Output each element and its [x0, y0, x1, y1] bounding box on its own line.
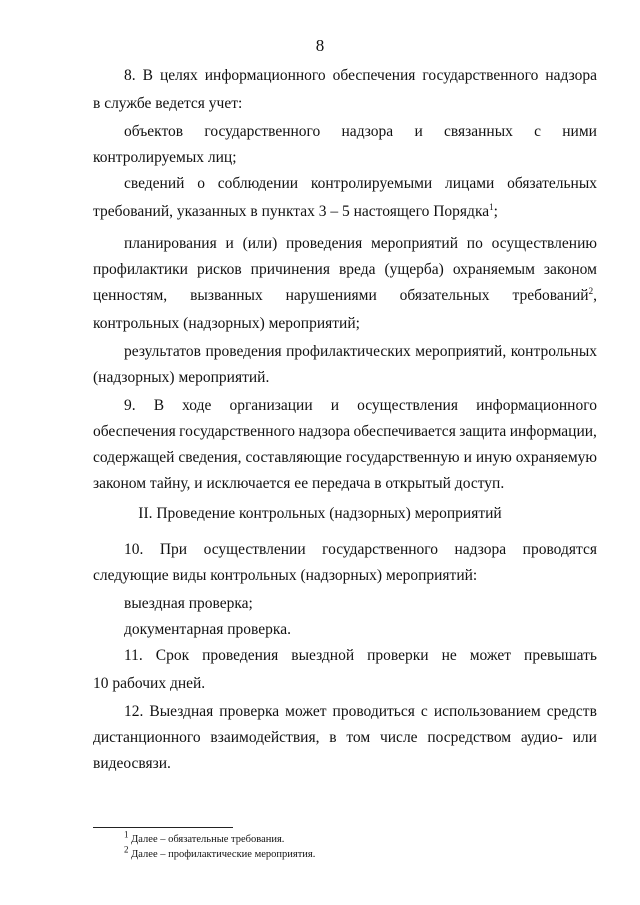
page-number: 8: [315, 36, 325, 55]
footnote-1: [124, 829, 285, 847]
word: [182, 396, 211, 416]
word: [434, 702, 541, 722]
word: [331, 396, 339, 416]
word-text: использованием: [433, 703, 541, 720]
word-text: и: [414, 123, 423, 140]
word: [444, 122, 513, 142]
word: [205, 66, 326, 86]
word: [354, 422, 456, 442]
word: [346, 448, 460, 468]
word: [516, 448, 597, 468]
word: [380, 728, 418, 748]
word-text: проверки: [367, 647, 429, 664]
footnote-separator: [93, 827, 233, 828]
word: [339, 260, 376, 280]
word-text: (ущерба): [384, 261, 444, 278]
paragraph-12-line-1: [124, 702, 597, 722]
paragraph-12-line-3: видеосвязи.: [93, 755, 171, 772]
word: [143, 66, 153, 86]
word-text: информации,: [509, 423, 597, 440]
word: [455, 540, 507, 560]
list-item-field-inspection: выездная проверка;: [124, 595, 253, 612]
word-text: 12.: [124, 703, 144, 720]
word: [93, 728, 201, 748]
word: [311, 174, 432, 194]
word: [210, 728, 319, 748]
word-text: обязательных: [399, 287, 490, 304]
word-text: соблюдении: [217, 175, 299, 192]
word-text: В: [142, 67, 153, 84]
word-text: Выездная: [149, 703, 214, 720]
word: [124, 702, 143, 722]
footnote-ref-1: 1: [489, 201, 494, 212]
word-text: охраняемую: [515, 449, 597, 466]
word: [197, 174, 205, 194]
item-compliance-line-1: [124, 174, 597, 194]
word: [298, 422, 350, 442]
word-text: вреда: [338, 261, 376, 278]
word: [422, 66, 538, 86]
word: [218, 174, 298, 194]
word-text: охраняемым: [452, 261, 535, 278]
word: [229, 396, 312, 416]
item-objects-line-1: [124, 122, 597, 142]
word: [511, 342, 597, 362]
word-text: выездной: [291, 647, 355, 664]
word: [160, 540, 187, 560]
footnote-2: [124, 844, 316, 862]
item-planning-line-4: контрольных (надзорных) мероприятий;: [93, 315, 360, 332]
word-text: мероприятий,: [415, 343, 507, 360]
word-text: (или): [242, 235, 278, 252]
word-text: контрольных: [510, 343, 597, 360]
word: [445, 174, 494, 194]
item-results-line-1: [124, 342, 597, 362]
word-text: осуществлении: [203, 541, 306, 558]
word: [154, 396, 164, 416]
word-text: лицами: [445, 175, 495, 192]
word: [197, 260, 242, 280]
word: [371, 234, 458, 254]
word-text: том: [346, 729, 371, 746]
word: [544, 260, 597, 280]
word-text: о: [197, 175, 205, 192]
word: [179, 422, 295, 442]
word-text: обеспечения: [332, 67, 416, 84]
word-text: надзора: [298, 423, 351, 440]
word: [427, 728, 511, 748]
word: [524, 646, 597, 666]
word-text: проведения: [205, 343, 282, 360]
word: [291, 646, 354, 666]
word: [93, 286, 167, 306]
word-text: информационного: [476, 397, 597, 414]
word-text: законом: [543, 261, 597, 278]
footnote-1-text: Далее – обязательные требования.: [128, 834, 285, 845]
word: [476, 448, 512, 468]
word: [149, 702, 213, 722]
word-text: дистанционного: [93, 729, 201, 746]
word: [124, 396, 136, 416]
word-text: и: [225, 235, 234, 252]
word: [547, 702, 597, 722]
word: [459, 422, 506, 442]
word: [286, 234, 362, 254]
item-planning-line-1: [124, 234, 597, 254]
word: [492, 234, 597, 254]
word: [178, 448, 241, 468]
footnote-ref: 2: [588, 285, 594, 296]
word: [204, 122, 320, 142]
item-compliance-end: ;: [493, 203, 498, 220]
word: [243, 234, 278, 254]
word-text: связанных: [443, 123, 513, 140]
word: [124, 122, 183, 142]
word-text: и: [330, 397, 340, 414]
paragraph-8-line-2: в службе ведется учет:: [93, 95, 243, 112]
word-text: проверка: [219, 703, 280, 720]
word-text: 9.: [124, 397, 136, 414]
paragraph-8-line-1: [124, 66, 597, 86]
word-text: государственного: [179, 423, 296, 440]
footnote-2-mark: 2: [124, 844, 129, 855]
word-text: В: [153, 397, 165, 414]
word-text: 11.: [124, 647, 143, 664]
paragraph-11-line-1: [124, 646, 597, 666]
word: [124, 174, 184, 194]
word: [322, 540, 438, 560]
word-text: проводиться: [332, 703, 415, 720]
word-text: контролируемыми: [310, 175, 433, 192]
item-results-line-2: (надзорных) мероприятий.: [93, 369, 270, 386]
word-text: защита: [459, 423, 507, 440]
word-text: рисков: [196, 261, 242, 278]
word: [400, 286, 490, 306]
word-text: государственного: [422, 67, 539, 84]
word: [156, 646, 189, 666]
paragraph-9-line-1: [124, 396, 597, 416]
footnote-1-mark: 1: [124, 829, 129, 840]
paragraph-9-line-3: [93, 448, 597, 468]
paragraph-10-line-2: следующие виды контрольных (надзорных) мероприятий:: [93, 567, 478, 584]
word: [285, 702, 326, 722]
word: [286, 342, 411, 362]
word-text: проведения: [202, 647, 279, 664]
word-text: надзора: [341, 123, 394, 140]
word: [384, 260, 443, 280]
word-text: с: [534, 123, 542, 140]
item-objects-line-2: контролируемых лиц;: [93, 149, 237, 166]
word-text: государственную: [345, 449, 460, 466]
word-text: надзора: [454, 541, 507, 558]
word: [204, 540, 306, 560]
word-text: в: [329, 729, 337, 746]
word: [464, 448, 472, 468]
word-text: сведения,: [178, 449, 242, 466]
word: [476, 396, 597, 416]
section-heading: II. Проведение контрольных (надзорных) мероприятий: [138, 505, 502, 522]
word-text: аудио-: [520, 729, 563, 746]
word-text: государственного: [322, 541, 439, 558]
word-text: При: [159, 541, 188, 558]
word-text: может: [469, 647, 512, 664]
word: [93, 422, 176, 442]
word: [523, 540, 597, 560]
word: [93, 260, 188, 280]
word: [453, 260, 535, 280]
word: [333, 66, 416, 86]
word: [246, 448, 342, 468]
word-text: причинения: [250, 261, 330, 278]
word-text: проведения: [286, 235, 363, 252]
word-text: превышать: [524, 647, 597, 664]
word-text: осуществления: [357, 397, 458, 414]
word: [545, 66, 597, 86]
word: [160, 66, 198, 86]
list-item-documentary-inspection: документарная проверка.: [124, 621, 291, 638]
item-compliance-text: требований, указанных в пунктах 3 – 5 настоящего Порядка: [93, 203, 490, 220]
word: [251, 260, 330, 280]
word-text: профилактики: [93, 261, 188, 278]
word-text: может: [285, 703, 327, 720]
word-text: обеспечения: [93, 423, 176, 440]
word: [346, 728, 370, 748]
word-text: посредством: [427, 729, 512, 746]
word-text: ходе: [182, 397, 212, 414]
paragraph-10-line-1: [124, 540, 597, 560]
word: [124, 342, 201, 362]
word-text: нарушениями: [285, 287, 377, 304]
item-compliance-line-2: [93, 202, 498, 222]
word: [421, 702, 428, 722]
word: [333, 702, 415, 722]
word-text: содержащей: [93, 449, 175, 466]
word: [124, 234, 217, 254]
word: [329, 728, 336, 748]
word: [124, 646, 143, 666]
word: [534, 122, 541, 142]
word-text: требований: [512, 287, 589, 304]
word-text: надзора: [545, 67, 597, 84]
paragraph-9-line-4: законом тайну, и исключается ее передача в открытый доступ.: [93, 475, 505, 492]
word: [415, 342, 506, 362]
word: [573, 728, 597, 748]
word-text: планирования: [124, 235, 217, 252]
word-text: ними: [562, 123, 597, 140]
paragraph-12-line-2: [93, 728, 597, 748]
word: [470, 646, 511, 666]
paragraph-9-line-2: [93, 422, 597, 442]
word: [521, 728, 563, 748]
word-text: обеспечивается: [353, 423, 456, 440]
word: [93, 448, 174, 468]
word-text: вызванных: [190, 287, 263, 304]
word: [367, 646, 428, 666]
word-text: составляющие: [245, 449, 342, 466]
word-text: по: [466, 235, 483, 252]
word: [286, 286, 377, 306]
word-text: ценностям,: [93, 287, 168, 304]
paragraph-11-line-2: 10 рабочих дней.: [93, 675, 206, 692]
word-text: взаимодействия,: [210, 729, 320, 746]
word-text: целях: [159, 67, 198, 84]
word-text: обязательных: [507, 175, 597, 192]
word: [219, 702, 279, 722]
word-text: с: [420, 703, 428, 720]
word-text: проводятся: [522, 541, 597, 558]
word: [124, 540, 143, 560]
word-text: иную: [475, 449, 512, 466]
word-text: средств: [546, 703, 597, 720]
word-text: и: [463, 449, 472, 466]
word: [414, 122, 422, 142]
word-text: 8.: [124, 67, 136, 84]
word: [562, 122, 597, 142]
word: [124, 66, 136, 86]
footnote-2-text: Далее – профилактические мероприятия.: [128, 849, 316, 860]
word: [357, 396, 458, 416]
word-text: или: [572, 729, 597, 746]
word-text: мероприятий: [370, 235, 459, 252]
word-text: организации: [229, 397, 313, 414]
word: [342, 122, 394, 142]
word: [510, 422, 597, 442]
punctuation: ,: [593, 287, 597, 304]
word-text: результатов: [124, 343, 201, 360]
word: [226, 234, 234, 254]
word-text: осуществлению: [491, 235, 597, 252]
word: [507, 174, 597, 194]
word-text: информационного: [204, 67, 326, 84]
word-text: 10.: [124, 541, 144, 558]
word-text: числе: [379, 729, 418, 746]
word-text: сведений: [124, 175, 185, 192]
word: [205, 342, 281, 362]
word-text: Срок: [155, 647, 190, 664]
word: [467, 234, 483, 254]
word: [512, 286, 596, 306]
word-text: профилактических: [286, 343, 411, 360]
word-text: государственного: [204, 123, 321, 140]
word-text: не: [441, 647, 457, 664]
word: [190, 286, 263, 306]
word-text: объектов: [124, 123, 184, 140]
item-planning-line-2: [93, 260, 597, 280]
word: [442, 646, 457, 666]
word: [202, 646, 278, 666]
item-planning-line-3: [93, 286, 597, 306]
